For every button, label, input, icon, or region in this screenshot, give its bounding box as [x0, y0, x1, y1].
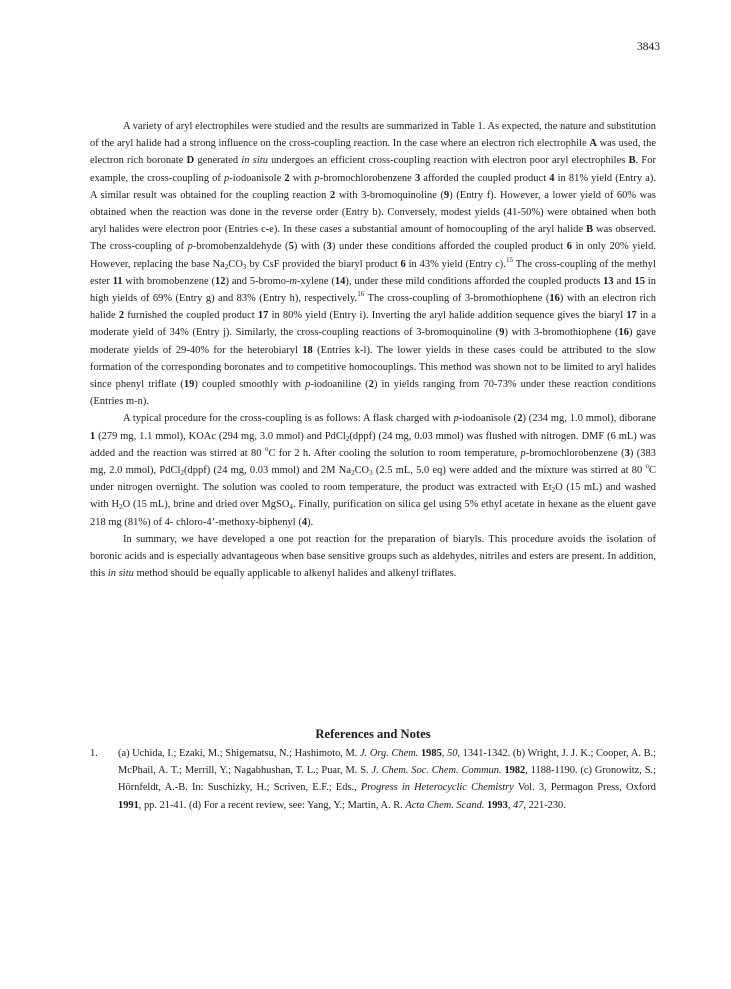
text-run: ) with 3-bromothiophene ( [504, 327, 619, 339]
text-run: , 1341-1342. (b) Wright, J. J. K.; Cooper, A. B.; McPhail, A. T.; Merrill, Y.; Nagabhushan, T. L.; Puar, M. S. [118, 748, 656, 777]
text-run: B [628, 155, 636, 167]
text-run: 17 [626, 310, 637, 322]
text-run: and [613, 275, 635, 287]
text-run: 3 [326, 241, 332, 253]
text-run: ), under these mild conditions afforded the coupled products [345, 275, 604, 287]
text-run: (dppf) (24 mg, 0.03 mmol) was flushed with nitrogen. DMF (6 mL) was added and the reaction was stirred at 80 [90, 430, 656, 459]
text-run: in high yields of 69% (Entry g) and 83% (Entry h), respectively. [90, 275, 656, 305]
text-run: (a) Uchida, I.; Ezaki, M.; Shigematsu, N.; Hashimoto, M. [118, 748, 361, 759]
text-run: -bromochlorobenzene [319, 172, 415, 184]
text-run: B [586, 224, 594, 236]
text-run: , 1188-1190. (c) Gronowitz, S.; Hörnfeldt, A.-B. In: Suschizky, H.; Scriven, E.F.; Eds., [118, 765, 656, 794]
text-run: 47 [513, 799, 524, 811]
text-run: method should be equally applicable to alkenyl halides and alkenyl triflates. [133, 568, 457, 580]
text-run: 12 [215, 275, 226, 287]
text-run: Vol. 3, Permagon Press, Oxford [513, 782, 657, 794]
text-run: with 3-bromoquinoline ( [335, 189, 444, 201]
text-run: 16 [357, 290, 365, 299]
text-run: with [289, 172, 315, 184]
text-run: 14 [334, 275, 346, 287]
text-run: 11 [112, 275, 123, 287]
text-run: , 221-230. [523, 799, 566, 811]
text-run: 50 [447, 748, 458, 759]
text-run: was used, the electron rich boronate [90, 138, 656, 167]
text-run: (Entries k-l). The lower yields in these cases could be attributed to the slow formation of the corresponding boronates and to competitive homocouplings. This method was shown not to be limited to aryl halides since phenyl triflate ( [90, 344, 656, 391]
text-run: p [314, 172, 320, 184]
text-run: -iodoanisole [229, 172, 285, 184]
paragraph-summary [90, 531, 656, 583]
text-run: 3 [242, 262, 247, 271]
text-run: in situ [107, 568, 134, 580]
text-run: 1993 [487, 799, 508, 811]
text-run: 2 [284, 172, 290, 184]
text-run: 16 [618, 327, 630, 339]
text-run: furnished the coupled product [124, 310, 258, 322]
text-run: J. Org. Chem. [360, 748, 419, 759]
text-run: . Finally, purification on silica gel using 5% ethyl acetate in hexane as the eluent gave 218 mg (81%) of 4- chloro-4’-methoxy-biphenyl ( [90, 499, 656, 528]
text-run: , [507, 799, 514, 811]
text-run: -iodoanisole ( [458, 413, 518, 425]
text-run: 13 [603, 275, 614, 287]
text-run: D [186, 155, 195, 167]
text-run: The cross-coupling of 3-bromothiophene ( [364, 293, 550, 305]
text-run: in 80% yield (Entry i). Inverting the aryl halide addition sequence gives the biaryl [268, 310, 627, 322]
text-run: 4 [289, 503, 293, 512]
text-run: 2 [368, 379, 374, 391]
text-run: 4 [301, 516, 308, 528]
text-run: 5 [288, 241, 294, 253]
text-run: 3 [369, 469, 373, 478]
text-run: in only 20% yield. However, replacing the base Na [90, 241, 656, 270]
text-run: 2 [119, 503, 123, 512]
text-run: 2 [345, 434, 350, 443]
text-run: in 81% yield (Entry a). A similar result was obtained for the coupling reaction [90, 172, 657, 201]
text-run: p [520, 447, 526, 459]
text-run: (dppf) (24 mg, 0.03 mmol) and 2M Na [183, 465, 351, 477]
text-run: 3 [624, 447, 630, 459]
text-run: A [589, 138, 597, 150]
text-run: ) (234 mg, 1.0 mmol), diborane [522, 413, 657, 425]
text-run: C under nitrogen overnight. The solution was cooled to room temperature, the product was extracted with Et [90, 465, 656, 494]
text-run: with bromobenzene ( [122, 275, 216, 287]
text-run: 1 [90, 430, 96, 442]
text-run: p [305, 379, 311, 391]
text-run: -iodoaniline ( [310, 379, 369, 391]
text-run: in a moderate yield of 34% (Entry j). Similarly, the cross-coupling reactions of 3-bromoquinoline ( [90, 310, 657, 339]
text-run: . For example, the cross-coupling of [90, 155, 656, 184]
text-run: was observed. The cross-coupling of [90, 224, 656, 253]
text-run: p [453, 413, 459, 425]
text-run: The cross-coupling of the methyl ester [90, 258, 656, 287]
text-run: -bromochlorobenzene ( [525, 447, 625, 459]
text-run: afforded the coupled product [420, 172, 550, 184]
text-run: 6 [400, 258, 406, 270]
text-run: (2.5 mL, 5.0 eq) were added and the mixture was stirred at 80 [372, 465, 646, 477]
text-run: ) in yields ranging from 70-73% under these reaction conditions (Entries m-n). [90, 379, 656, 408]
text-run: 15 [634, 275, 645, 287]
text-run: by CsF provided the biaryl product [246, 258, 401, 270]
text-run: O (15 mL), brine and dried over MgSO [122, 499, 290, 511]
text-run: in situ [241, 155, 268, 167]
text-run: (279 mg, 1.1 mmol), KOAc (294 mg, 3.0 mmol) and PdCl [95, 430, 346, 442]
text-run: 2 [180, 469, 184, 478]
text-run: 4 [549, 172, 555, 184]
text-run: , [441, 748, 448, 759]
text-run: -bromobenzaldehyde ( [192, 241, 289, 253]
text-run: ) (383 mg, 2.0 mmol), PdCl [90, 447, 657, 477]
text-run: 2 [330, 189, 336, 201]
text-run: Progress in Heterocyclic Chemistry [360, 782, 514, 794]
text-run: undergoes an efficient cross-coupling reaction with electron poor aryl electrophiles [267, 155, 629, 167]
text-run: 18 [302, 344, 313, 356]
text-run: , pp. 21-41. (d) For a recent review, see: Yang, Y.; Martin, A. R. [138, 799, 406, 811]
text-run: ) coupled smoothly with [194, 379, 306, 391]
article-body [90, 118, 656, 582]
text-run: -xylene ( [297, 275, 335, 287]
text-run: ) with ( [293, 241, 327, 253]
text-run: o [264, 444, 269, 453]
text-run: 19 [183, 379, 195, 391]
text-run: 1991 [118, 799, 139, 811]
reference-number: 1. [90, 748, 98, 759]
text-run: 9 [444, 189, 450, 201]
text-run: 3 [414, 172, 421, 184]
text-run: ) under these conditions afforded the coupled product [331, 241, 567, 253]
references-list [90, 745, 656, 814]
text-run: p [187, 241, 193, 253]
text-run: m [289, 275, 298, 287]
text-run: 9 [499, 327, 505, 339]
text-run: ) (Entry f). However, a lower yield of 60% was obtained when the reaction was done in the reverse order (Entry b). Conversely, modest yields (41-50%) were obtained when both aryl halides were electron poor (Entries c-e). In these cases a substantial amount of homocoupling of the aryl halide [90, 189, 656, 236]
text-run: 15 [505, 255, 514, 264]
text-run: Acta Chem. Scand. [405, 799, 485, 811]
text-run: A variety of aryl electrophiles were studied and the results are summarized in Table 1. As expected, the nature and substitution of the aryl halide had a strong influence on the cross-coupling reaction. In the case where an electron rich electrophile [90, 121, 656, 150]
text-run: 16 [549, 293, 560, 305]
text-run: 2 [517, 413, 523, 425]
text-run: 6 [566, 241, 573, 253]
page-number: 3843 [637, 41, 660, 53]
text-run: 1985 [420, 748, 442, 759]
paragraph-typical-procedure [90, 410, 656, 530]
text-run: In summary, we have developed a one pot reaction for the preparation of biaryls. This procedure avoids the isolation of boronic acids and is especially advantageous when base sensitive groups such as aldehydes, nitriles and esters are present. In addition, this [90, 533, 656, 580]
reference-text [118, 745, 656, 814]
text-run: in 43% yield (Entry c). [405, 258, 506, 270]
text-run: 2 [551, 486, 556, 495]
text-run: 1982 [504, 765, 526, 777]
text-run: generated [194, 155, 242, 167]
text-run: ). [307, 516, 314, 528]
text-run: J. Chem. Soc. Chem. Commun. [371, 765, 502, 777]
text-run: O (15 mL) and washed with H [90, 482, 656, 511]
text-run: p [224, 172, 230, 184]
text-run: ) gave moderate yields of 29-40% for the heterobiaryl [90, 327, 656, 356]
text-run: ) with an electron rich halide [90, 293, 657, 322]
text-run: C for 2 h. After cooling the solution to room temperature, [268, 447, 521, 459]
text-run: ) and 5-bromo- [225, 275, 290, 287]
text-run: 2 [224, 262, 229, 271]
text-run: CO [228, 258, 243, 270]
text-run: CO [354, 465, 370, 477]
text-run: A typical procedure for the cross-coupling is as follows: A flask charged with [123, 413, 454, 425]
references-heading: References and Notes [315, 727, 431, 741]
text-run: 2 [351, 469, 355, 478]
text-run: o [645, 462, 650, 471]
reference-item [90, 745, 656, 814]
text-run: 17 [257, 310, 269, 322]
paragraph-results [90, 118, 656, 410]
text-run: 2 [118, 310, 125, 322]
